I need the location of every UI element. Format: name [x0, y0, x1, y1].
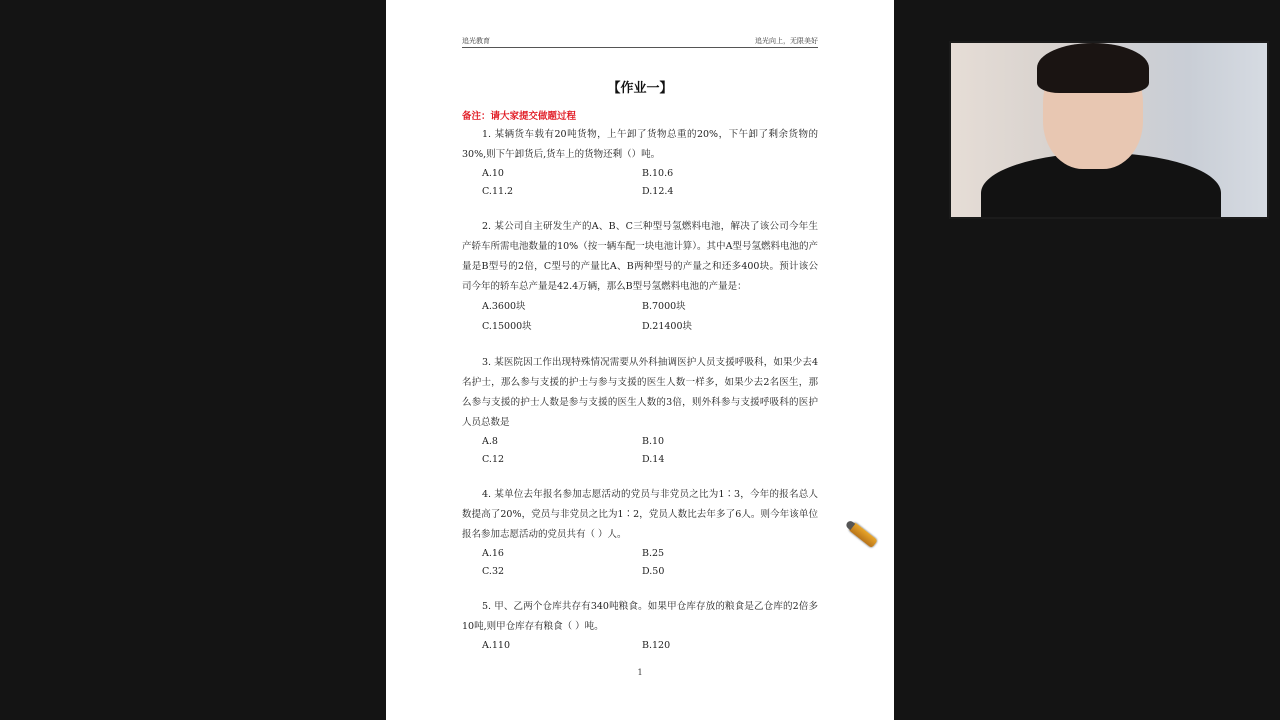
option: C.32: [482, 566, 505, 577]
question-5: [462, 597, 818, 655]
option: A.110: [482, 640, 511, 651]
option: B.10: [642, 436, 665, 447]
option: D.50: [642, 566, 665, 577]
option: C.15000块: [482, 321, 532, 332]
option: A.3600块: [482, 301, 526, 312]
question-list: [462, 109, 818, 655]
option: B.10.6: [642, 168, 674, 179]
header-left: 追光教育: [462, 37, 490, 45]
presenter-hair: [1037, 43, 1149, 93]
option: D.14: [642, 454, 665, 465]
option: C.12: [482, 454, 505, 465]
option: A.8: [482, 436, 498, 447]
option: B.7000块: [642, 301, 686, 312]
header-right: 追光向上，无限美好: [755, 37, 818, 45]
document-page: [386, 0, 894, 720]
page-title: 【作业一】: [607, 81, 673, 96]
question-text: 3. 某医院因工作出现特殊情况需要从外科抽调医护人员支援呼吸科，如果少去4名护士，那么参与支援的护士与参与支援的医生人数一样多，如果少去2名医生，那么参与支援的护士人数是参与支援的医生人数的3倍，则外科参与支援呼吸科的医护人员总数是: [462, 357, 818, 428]
option: B.25: [642, 548, 665, 559]
question-2: [462, 217, 818, 337]
question-4: [462, 485, 818, 581]
webcam-overlay: [949, 41, 1269, 219]
option: D.21400块: [642, 321, 693, 332]
question-text: 2. 某公司自主研发生产的A、B、C三种型号氢燃料电池，解决了该公司今年生产轿车所需电池数量的10%（按一辆车配一块电池计算）。其中A型号氢燃料电池的产量是B型号的2倍，C型号的产量比A、B两种型号的产量之和还多400块。预计该公司今年的轿车总产量是42.4万辆，那么B型号氢燃料电池的产量是：: [462, 221, 818, 292]
question-text: 1. 某辆货车载有20吨货物，上午卸了货物总重的20%，下午卸了剩余货物的30%,则下午卸货后,货车上的货物还剩（）吨。: [462, 129, 818, 160]
question-3: [462, 353, 818, 469]
page-number: 1: [637, 668, 643, 677]
question-text: 5. 甲、乙两个仓库共存有340吨粮食。如果甲仓库存放的粮食是乙仓库的2倍多10吨,则甲仓库存有粮食（ ）吨。: [462, 601, 818, 632]
option: A.16: [482, 548, 504, 559]
note: 备注：请大家提交做题过程: [462, 111, 577, 122]
page-header: [462, 36, 818, 48]
question-text: 4. 某单位去年报名参加志愿活动的党员与非党员之比为1∶3，今年的报名总人数提高了20%，党员与非党员之比为1∶2，党员人数比去年多了6人。则今年该单位报名参加志愿活动的党员共有（ ）人。: [462, 489, 818, 540]
question-1: [462, 125, 818, 201]
option: D.12.4: [642, 186, 674, 197]
option: B.120: [642, 640, 671, 651]
option: C.11.2: [482, 186, 514, 197]
option: A.10: [482, 168, 504, 179]
